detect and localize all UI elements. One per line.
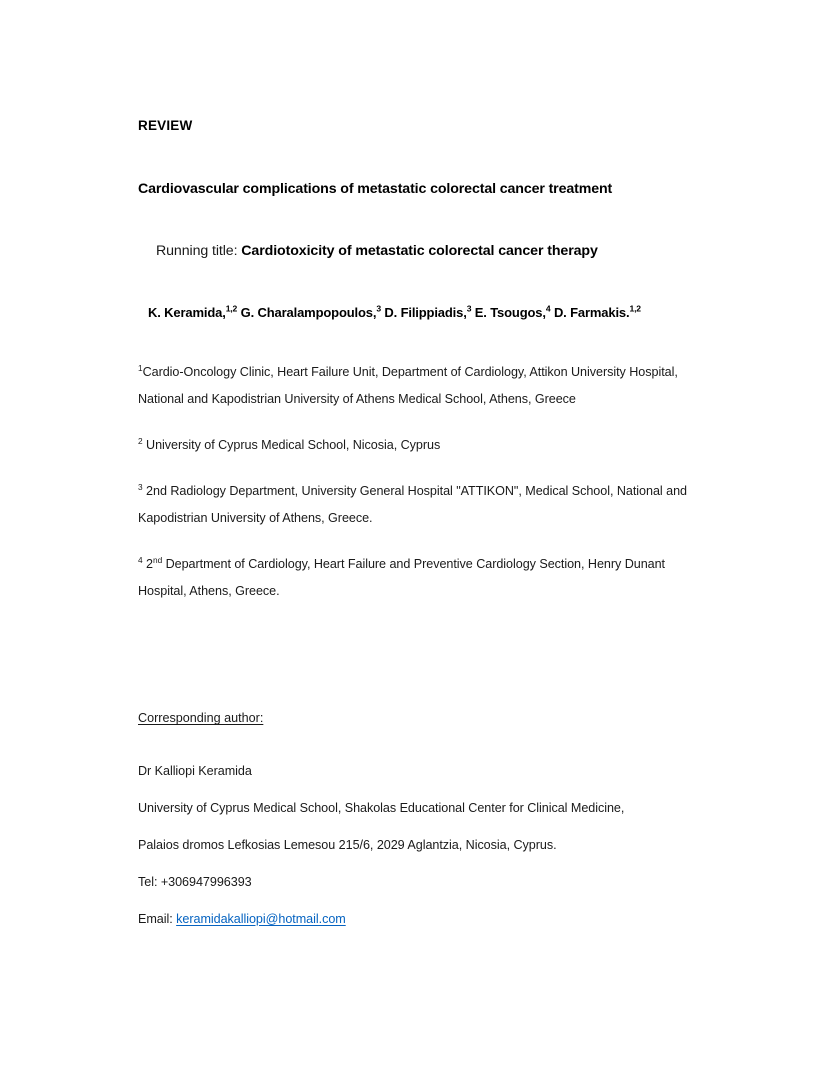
affiliation-ordinal-suffix: nd xyxy=(153,555,163,566)
affiliation-item-4 xyxy=(138,551,708,605)
affiliation-mark-2: 2 xyxy=(138,435,143,446)
affiliation-mark-4: 4 xyxy=(138,555,143,566)
running-title xyxy=(138,243,708,261)
author-affiliation-mark-4: 4 xyxy=(545,303,551,314)
email-label: Email: xyxy=(138,911,177,926)
corresponding-author-label-row xyxy=(138,709,708,757)
affiliation-mark-1: 1 xyxy=(138,362,143,373)
page-title: Cardiovascular complications of metastatic colorectal cancer treatment xyxy=(138,181,613,198)
affiliation-text-4: Department of Cardiology, Heart Failure and Preventive Cardiology Section, Henry Dunant Hospital, Athens, Greece. xyxy=(138,557,666,599)
author-list xyxy=(138,305,708,321)
author-affiliation-mark-1: 1,2 xyxy=(225,303,238,314)
author-affiliation-mark-5: 1,2 xyxy=(629,303,641,314)
email-link[interactable]: keramidakalliopi@hotmail.com xyxy=(176,911,346,926)
affiliation-item-2 xyxy=(138,432,708,459)
affiliation-item-3 xyxy=(138,478,708,532)
author-name-3: D. Filippiadis, xyxy=(384,304,467,320)
running-title-text: Cardiotoxicity of metastatic colorectal cancer therapy xyxy=(241,242,598,259)
corresponding-author-label: Corresponding author: xyxy=(138,711,264,726)
affiliation-ordinal-number: 2 xyxy=(146,557,153,572)
author-affiliation-mark-2: 3 xyxy=(376,303,381,314)
corresponding-author-telephone: Tel: +306947996393 xyxy=(138,874,252,889)
corresponding-author-email-row xyxy=(138,906,708,933)
author-name-4: E. Tsougos, xyxy=(474,304,546,320)
affiliation-mark-3: 3 xyxy=(138,481,143,492)
corresponding-author-block xyxy=(138,709,708,933)
author-name-1: K. Keramida, xyxy=(148,304,226,320)
section-label: REVIEW xyxy=(138,118,193,133)
affiliation-list xyxy=(138,359,708,605)
author-name-2: G. Charalampopoulos, xyxy=(240,304,377,320)
affiliation-text-1: Cardio-Oncology Clinic, Heart Failure Unit, Department of Cardiology, Attikon University Hospital, National and Kapodistrian University of Athens Medical School, Athens, Greece xyxy=(138,364,678,406)
corresponding-author-address: Palaios dromos Lefkosias Lemesou 215/6, 2029 Aglantzia, Nicosia, Cyprus. xyxy=(138,837,557,852)
affiliation-text-3: 2nd Radiology Department, University General Hospital "ATTIKON", Medical School, National and Kapodistrian University of Athens, Greece. xyxy=(138,484,687,526)
author-name-5: D. Farmakis. xyxy=(553,304,630,320)
affiliation-text-2: University of Cyprus Medical School, Nicosia, Cyprus xyxy=(146,438,441,453)
corresponding-author-name: Dr Kalliopi Keramida xyxy=(138,763,252,778)
running-title-prefix: Running title: xyxy=(156,242,242,259)
corresponding-author-institution: University of Cyprus Medical School, Shakolas Educational Center for Clinical Medicine, xyxy=(138,800,625,815)
author-affiliation-mark-3: 3 xyxy=(466,303,472,314)
document-content xyxy=(138,118,708,933)
affiliation-item-1 xyxy=(138,359,708,413)
